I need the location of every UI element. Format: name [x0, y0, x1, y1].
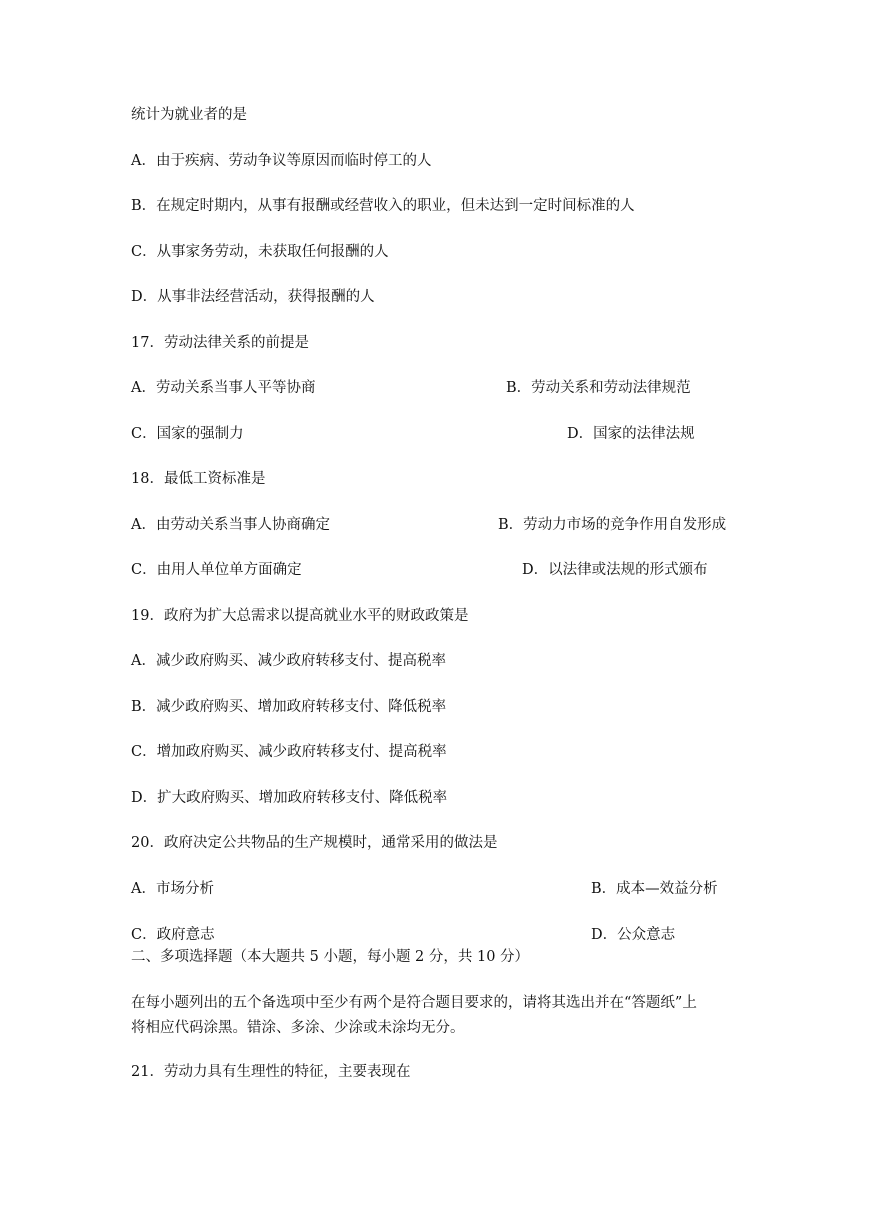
section-2-instructions-line-2: 将相应代码涂黑。错涂、多涂、少涂或未涂均无分。: [131, 1020, 465, 1036]
q18-option-d: D．以法律或法规的形式颁布: [522, 562, 708, 578]
q20-stem: 20．政府决定公共物品的生产规模时，通常采用的做法是: [131, 835, 498, 851]
q18-option-a: A．由劳动关系当事人协商确定: [131, 517, 330, 533]
section-2-instructions-line-1: 在每小题列出的五个备选项中至少有两个是符合题目要求的，请将其选出并在“答题纸”上: [131, 995, 697, 1011]
q17-option-a: A．劳动关系当事人平等协商: [131, 380, 316, 396]
q17-stem: 17．劳动法律关系的前提是: [131, 335, 309, 351]
q18-stem: 18．最低工资标准是: [131, 471, 266, 487]
q19-option-a: A．减少政府购买、减少政府转移支付、提高税率: [131, 653, 446, 669]
q17-option-b: B．劳动关系和劳动法律规范: [506, 380, 691, 396]
q20-option-b: B．成本—效益分析: [591, 881, 718, 897]
q16-option-d: D．从事非法经营活动，获得报酬的人: [131, 289, 375, 305]
q16-option-c: C．从事家务劳动，未获取任何报酬的人: [131, 244, 389, 260]
section-2-heading: 二、多项选择题（本大题共 5 小题，每小题 2 分，共 10 分）: [131, 949, 530, 965]
q21-stem: 21．劳动力具有生理性的特征，主要表现在: [131, 1064, 411, 1080]
q17-option-c: C．国家的强制力: [131, 426, 244, 442]
q19-option-b: B．减少政府购买、增加政府转移支付、降低税率: [131, 699, 447, 715]
q16-option-b: B．在规定时期内，从事有报酬或经营收入的职业，但未达到一定时间标准的人: [131, 198, 635, 214]
q16-option-a: A．由于疾病、劳动争议等原因而临时停工的人: [131, 153, 432, 169]
q16-stem-continuation: 统计为就业者的是: [131, 107, 247, 123]
q20-option-d: D．公众意志: [591, 927, 676, 943]
q19-option-c: C．增加政府购买、减少政府转移支付、提高税率: [131, 744, 447, 760]
q17-option-d: D．国家的法律法规: [567, 426, 695, 442]
q19-option-d: D．扩大政府购买、增加政府转移支付、降低税率: [131, 790, 448, 806]
q19-stem: 19．政府为扩大总需求以提高就业水平的财政政策是: [131, 608, 469, 624]
q18-option-c: C．由用人单位单方面确定: [131, 562, 302, 578]
q20-option-a: A．市场分析: [131, 881, 214, 897]
q20-option-c: C．政府意志: [131, 927, 215, 943]
q18-option-b: B．劳动力市场的竞争作用自发形成: [498, 517, 727, 533]
